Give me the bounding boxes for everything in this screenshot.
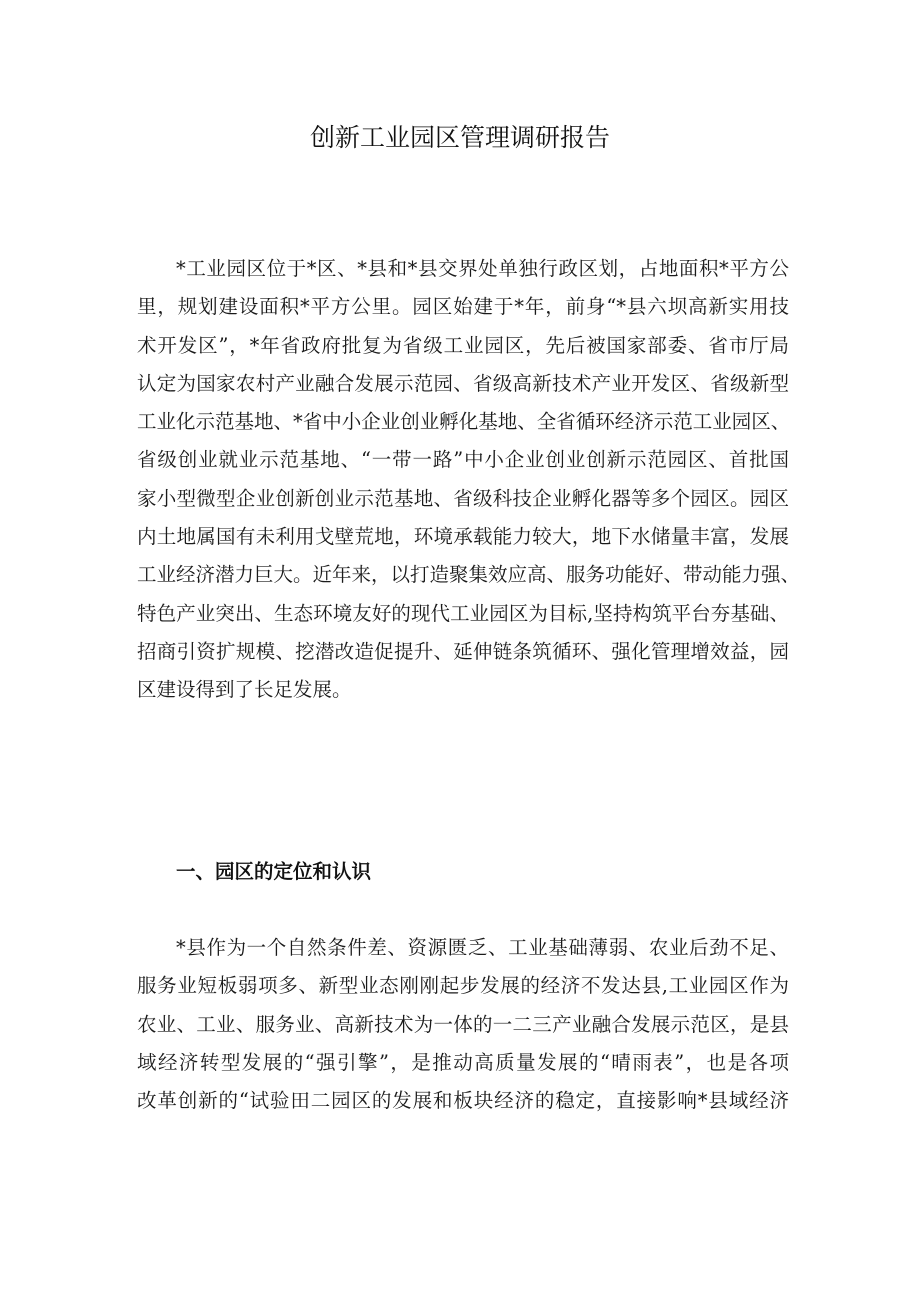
paragraph-line: 家小型微型企业创新创业示范基地、省级科技企业孵化器等多个园区。园区 bbox=[137, 486, 789, 510]
paragraph-line: 认定为国家农村产业融合发展示范园、省级高新技术产业开发区、省级新型 bbox=[137, 371, 789, 395]
paragraph-line: 内土地属国有未利用戈壁荒地，环境承载能力较大，地下水储量丰富，发展 bbox=[137, 525, 789, 549]
paragraph-intro bbox=[137, 250, 801, 710]
paragraph-line: *工业园区位于*区、*县和*县交界处单独行政区划，占地面积*平方公 bbox=[176, 257, 789, 280]
paragraph-line: 招商引资扩规模、挖潜改造促提升、延伸链条筑循环、强化管理增效益，园 bbox=[137, 639, 789, 663]
paragraph-line: 改革创新的“试验田二园区的发展和板块经济的稳定，直接影响*县域经济 bbox=[137, 1089, 789, 1113]
paragraph-line: 省级创业就业示范基地、“一带一路”中小企业创业创新示范园区、首批国 bbox=[137, 448, 789, 472]
paragraph-line: 工业经济潜力巨大。近年来，以打造聚集效应高、服务功能好、带动能力强、 bbox=[137, 563, 801, 587]
paragraph-line: 工业化示范基地、*省中小企业创业孵化基地、全省循环经济示范工业园区、 bbox=[137, 410, 791, 434]
paragraph-line: 农业、工业、服务业、高新技术为一体的一二三产业融合发展示范区，是县 bbox=[137, 1012, 789, 1036]
document-title: 创新工业园区管理调研报告 bbox=[309, 123, 610, 152]
paragraph-line: 特色产业突出、生态环境友好的现代工业园区为目标,坚持构筑平台夯基础、 bbox=[137, 601, 789, 625]
section-heading: 一、园区的定位和认识 bbox=[176, 860, 372, 883]
paragraph-section1 bbox=[137, 929, 789, 1120]
paragraph-line: *县作为一个自然条件差、资源匮乏、工业基础薄弱、农业后劲不足、 bbox=[176, 936, 789, 959]
paragraph-line: 术开发区”，*年省政府批复为省级工业园区，先后被国家部委、省市厅局 bbox=[137, 333, 789, 357]
paragraph-line: 区建设得到了长足发展。 bbox=[137, 678, 352, 702]
paragraph-line: 域经济转型发展的“强引擎”，是推动高质量发展的“晴雨表”，也是各项 bbox=[137, 1050, 789, 1074]
paragraph-line: 服务业短板弱项多、新型业态刚刚起步发展的经济不发达县,工业园区作为 bbox=[137, 974, 789, 998]
paragraph-line: 里，规划建设面积*平方公里。园区始建于*年，前身“*县六坝高新实用技 bbox=[137, 295, 789, 319]
